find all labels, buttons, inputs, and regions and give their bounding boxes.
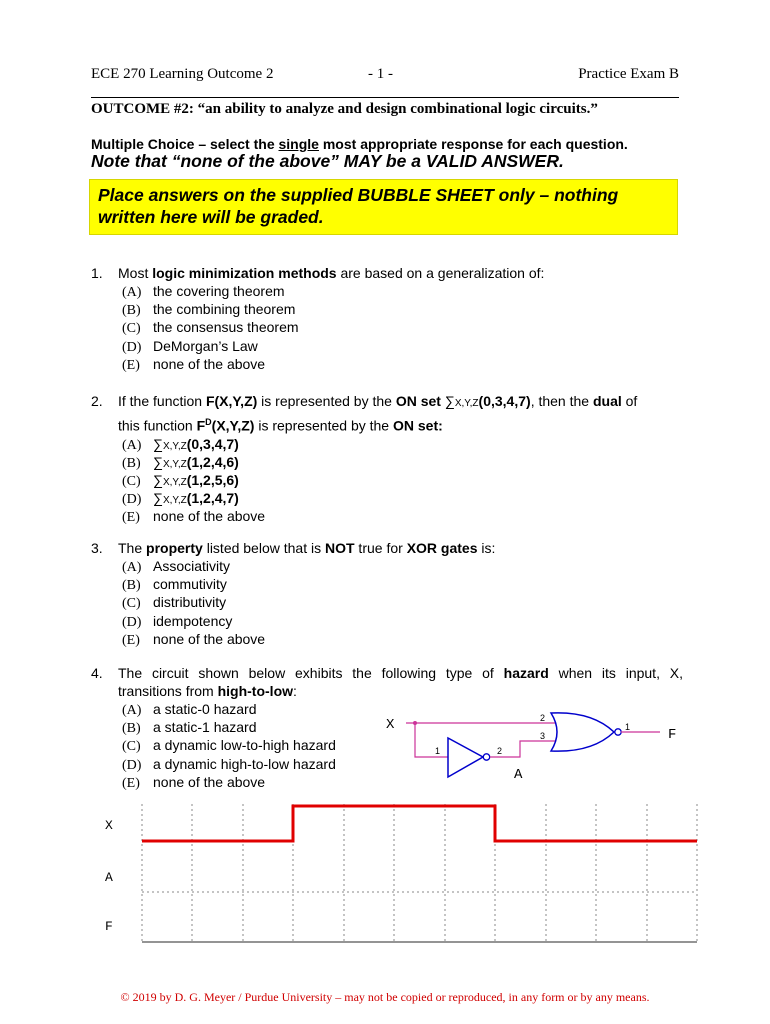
x-waveform [142,806,697,841]
pin-label: 3 [540,731,546,741]
q4-option-d: (D) a dynamic high-to-low hazard [122,755,336,773]
timing-diagram [95,800,705,950]
question-number: 1. [91,265,103,281]
input-x-label: X [386,717,395,733]
q4-option-b: (B) a static-1 hazard [122,719,257,737]
q3-option-c: (C) distributivity [122,594,227,612]
question-1: 1. Most logic minimization methods are based on a generalization of: (A) the covering theorem (B) the combining theorem (C) the consensus theorem (D) DeMorgan’s Law (E) none of the above [91,264,683,373]
inverter-gate [448,738,483,777]
header-left: ECE 270 Learning Outcome 2 [91,66,274,82]
q4-option-c: (C) a dynamic low-to-high hazard [122,737,336,755]
time-grid [142,804,697,942]
question-number: 2. [91,393,103,409]
page-number: - 1 - [368,66,393,82]
q1-option-d: (D) DeMorgan’s Law [122,337,258,355]
pin-label: 1 [435,746,441,756]
question-number: 4. [91,665,103,681]
inverter-bubble [483,754,489,760]
pin-label: 2 [540,713,546,723]
q3-option-b: (B) commutivity [122,576,227,594]
q2-option-a: (A) ∑X,Y,Z(0,3,4,7) [122,435,239,453]
q1-option-e: (E) none of the above [122,355,266,373]
outcome-title: OUTCOME #2: “an ability to analyze and design combinational logic circuits.” [91,101,598,117]
banner-line-1: Place answers on the supplied BUBBLE SHEET only – nothing [98,185,619,205]
question-number: 3. [91,540,103,556]
pin-label: 2 [497,746,503,756]
node-a-label: A [514,767,523,783]
hazard-circuit-diagram [370,700,690,792]
signal-a-label: A [105,870,113,885]
signal-x-label: X [105,818,113,833]
header-rule [91,97,679,98]
bubble-sheet-banner [89,179,678,235]
question-3: 3. The property listed below that is NOT true for XOR gates is: (A) Associativity (B) commutivity (C) distributivity (D) idempotency (E) none of the above [91,539,683,648]
q3-option-a: (A) Associativity [122,558,231,575]
header-right: Practice Exam B [578,66,679,82]
q3-option-e: (E) none of the above [122,630,266,648]
q2-option-b: (B) ∑X,Y,Z(1,2,4,6) [122,453,239,471]
q3-option-d: (D) idempotency [122,612,233,630]
wire-x-to-inverter [415,723,448,757]
q2-option-d: (D) ∑X,Y,Z(1,2,4,7) [122,490,239,508]
signal-f-label: F [105,919,113,934]
note-none-of-above: Note that “none of the above” MAY be a VALID ANSWER. [91,151,564,171]
q1-option-c: (C) the consensus theorem [122,319,299,337]
pin-label: 1 [625,722,631,732]
copyright-footer: © 2019 by D. G. Meyer / Purdue University – may not be copied or reproduced, in any form or by any means. [120,990,650,1004]
q4-option-e: (E) none of the above [122,773,266,791]
question-2: 2. If the function F(X,Y,Z) is represented by the ON set ∑X,Y,Z(0,3,4,7), then the dual of this function $F^D(X,Y,Z)$ is represented by the ON set: (A) ∑X,Y,Z(0,3,4,7) (B) ∑X,Y,Z(1,2,4,6) (C) ∑X,Y,Z(1,2,5,6) (D) ∑X,Y,Z(1,2,4,7) (E) none of the above [91,392,683,526]
question-4: 4. The circuit shown below exhibits the following type of hazard when its input, X, transitions from high-to-low: (A) a static-0 hazard (B) a static-1 hazard (C) a dynamic low-to-high hazard (D) a dynamic high-to-low hazard (E) none of the above [91,665,684,791]
q1-option-a: (A) the covering theorem [122,283,285,300]
q4-option-a: (A) a static-0 hazard [122,701,257,718]
or-gate [551,713,614,751]
mc-instructions: Multiple Choice – select the single most appropriate response for each question. [91,136,628,152]
output-f-label: F [668,727,677,743]
banner-line-2: written here will be graded. [98,207,324,227]
q2-option-e: (E) none of the above [122,508,266,526]
q1-option-b: (B) the combining theorem [122,301,296,319]
or-output-bubble [615,729,621,735]
q2-option-c: (C) ∑X,Y,Z(1,2,5,6) [122,472,239,490]
